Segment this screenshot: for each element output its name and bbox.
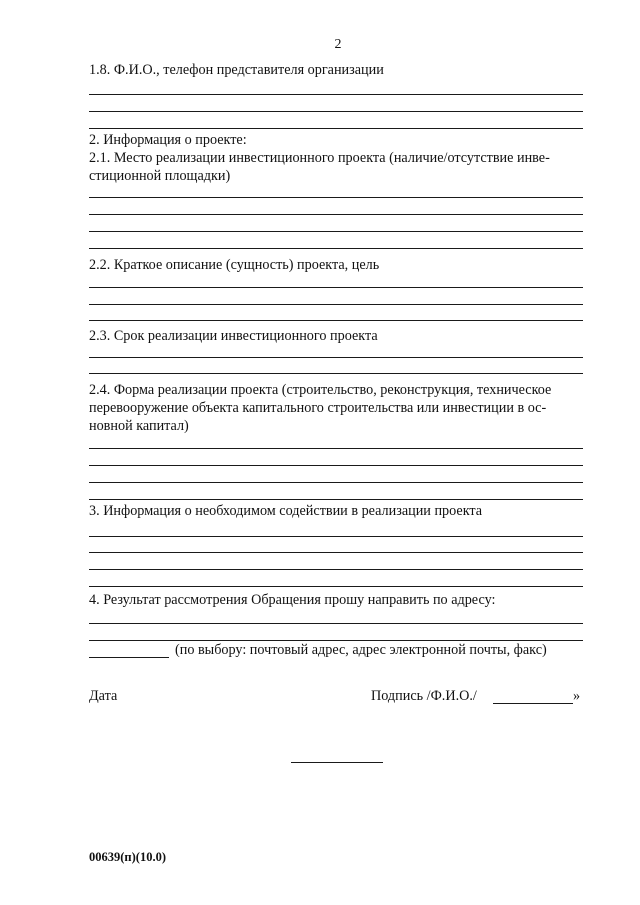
answer-line[interactable] (89, 304, 583, 305)
signature-blank[interactable] (493, 703, 573, 704)
document-code: 00639(п)(10.0) (89, 850, 166, 864)
page-number: 2 (334, 37, 342, 52)
answer-line[interactable] (89, 623, 583, 624)
answer-line[interactable] (89, 128, 583, 129)
answer-line[interactable] (89, 94, 583, 95)
answer-line[interactable] (89, 536, 583, 537)
section-3-label: 3. Информация о необходимом содействии в реализации проекта (89, 503, 483, 519)
answer-line[interactable] (89, 482, 583, 483)
item-2-1-text-line-1: 2.1. Место реализации инвестиционного проекта (наличие/отсутствие инве- (89, 150, 550, 166)
answer-line[interactable] (89, 248, 583, 249)
answer-line[interactable] (89, 287, 583, 288)
choice-blank[interactable] (89, 657, 169, 658)
answer-line[interactable] (89, 448, 583, 449)
answer-line[interactable] (89, 214, 583, 215)
date-label: Дата (89, 688, 118, 704)
answer-line[interactable] (89, 320, 583, 321)
answer-line[interactable] (89, 499, 583, 500)
section-2-heading: 2. Информация о проекте: (89, 132, 247, 148)
answer-line[interactable] (89, 231, 583, 232)
end-separator (291, 762, 383, 763)
closing-quote: » (573, 688, 581, 704)
answer-line[interactable] (89, 357, 583, 358)
answer-line[interactable] (89, 586, 583, 587)
section-1-8-label: 1.8. Ф.И.О., телефон представителя организации (89, 62, 384, 78)
item-2-3-label: 2.3. Срок реализации инвестиционного проекта (89, 328, 378, 344)
answer-line[interactable] (89, 111, 583, 112)
item-2-4-text-line-3: новной капитал) (89, 418, 189, 434)
item-2-2-label: 2.2. Краткое описание (сущность) проекта, цель (89, 257, 380, 273)
section-4-choice-hint: (по выбору: почтовый адрес, адрес электронной почты, факс) (175, 642, 547, 658)
answer-line[interactable] (89, 465, 583, 466)
item-2-1-text-line-2: стиционной площадки) (89, 168, 231, 184)
item-2-4-text-line-1: 2.4. Форма реализации проекта (строительство, реконструкция, техническое (89, 382, 552, 398)
answer-line[interactable] (89, 552, 583, 553)
signature-label: Подпись /Ф.И.О./ (371, 688, 477, 704)
answer-line[interactable] (89, 197, 583, 198)
section-4-label: 4. Результат рассмотрения Обращения прошу направить по адресу: (89, 592, 496, 608)
answer-line[interactable] (89, 373, 583, 374)
answer-line[interactable] (89, 569, 583, 570)
item-2-4-text-line-2: перевооружение объекта капитального строительства или инвестиции в ос- (89, 400, 547, 416)
